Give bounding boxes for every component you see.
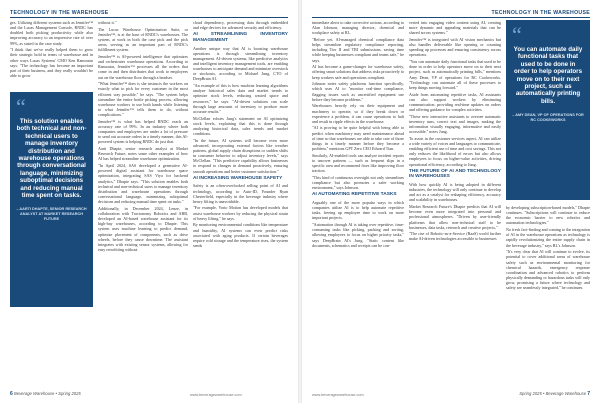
footer-url: www.beveragewarehouse.com — [190, 393, 242, 397]
paragraph: "For example, Vorto Motion has developed models that assist warehouse workers by reducing the physical strain of heavy lifting," he says. — [193, 205, 288, 221]
left-page — [0, 0, 298, 403]
article-column-2 — [98, 20, 188, 392]
paragraph: "It's very clear that AI will continue to evolve, its potential to cover additional areas of warehouse safety such as environmental monitoring for chemical hazards, emergency response coordination and advanced robotics to perform physically demanding or hazardous tasks will only grow, promising a future where technology and safety are seamlessly integrated," he continues. — [506, 249, 590, 291]
paragraph: No fresh fact-finding and coming to the integration of AI in the warehouse operations as technology is rapidly revolutionizing the entire supply chain in the beverage industry," says RL's Johnson. — [506, 227, 590, 248]
paragraph: "The rise of Robotic-as-a-Service (RaaS) world further make AI-driven technologies accessible to businesses — [409, 231, 501, 242]
right-page — [302, 0, 600, 403]
paragraph: by developing subscription-based models," Dhapte continues. "Subscriptions will continue to reduce the economic barrier to new robotics and automation technologies." — [506, 205, 590, 226]
article-column-3 — [193, 20, 288, 392]
paragraph: With how quickly AI is being adopted in different industries, the technology will only continue to develop and act as a catalyst for reshaping efficiency, accuracy and scalability in warehouses. — [409, 181, 501, 203]
header-rule — [312, 17, 590, 18]
pull-quote-attribution: – AMY DEAN, VP OF OPERATIONS FOR RC COOKEWORKS — [512, 113, 584, 122]
page-number: 6 — [10, 391, 13, 397]
paragraph: Aside from automating repetitive tasks, AI assistants can also support workers by eliminating communication, providing real-time updates on orders and offering guidance for complex activities. — [409, 91, 501, 112]
magazine-title: Spring 2025 • Beverage Warehouse — [519, 391, 587, 396]
paragraph: "You can automate daily functional tasks that used to be done in order to help operators move on to their next project, such as automatically printing bills," mentions Amy Dean, VP of operations for RC Cookeworks. "Technology can automate all of these processes to keep things moving forward." — [409, 59, 501, 90]
paragraph: immediate alerts to take corrective actions, according to Alan Johnson, managing director, chemical and workplace safety at RL. — [312, 20, 404, 36]
paragraph: cloud dependency, processing data through embedded and edge devices for advanced security and efficiency. — [193, 20, 288, 31]
paragraph: "This kind of continuous oversight not only streamlines compliance but also promotes a safer working environment," says Johnson. — [312, 174, 404, 191]
section-heading: AI STREAMLINING INVENTORY MANAGEMENT — [193, 32, 288, 43]
section-heading: THE FUTURE OF AI AND TECHNOLOGY IN WAREHOUSES — [409, 168, 501, 180]
running-head: TECHNOLOGY IN THE WAREHOUSE — [10, 10, 109, 16]
paragraph: "In the future, AI systems will become even more advanced, incorporating external factors like weather patterns, global supply chain disruptions or sudden shifts in consumer behavior to adjust inventory levels," says McClellan. "This predictive capability allows businesses to respond to changes in demand proactively, ensuring smooth operations and better customer satisfaction." — [193, 137, 288, 174]
paragraph: "In April 2024, SAS developed a generative AI-powered digital assistant for warehouse space optimization, integrating SAS Viya for backend analytics," Dhapte says. "This solution enables both technical and non-technical users to manage inventory distribution and warehouse operations through conversational language, minimizing suboptimal decisions and reducing manual time spent on tasks." — [98, 163, 188, 205]
article-column-1 — [10, 20, 93, 80]
pull-quote-text: You can automate daily functional tasks that used to be done in order to help operators move on to their next project, such as automatically printing bills. — [513, 46, 583, 105]
paragraph: Safety is an often-overlooked selling point of AI and technology, according to Auto-ID, Founder Ryan Chesterfield, especially in the beverage industry where heavy lifting is unavoidable. — [193, 183, 288, 204]
pull-quote-attribution: – AARTI DHAPTE, SENIOR RESEARCH ANALYST AT MARKET RESEARCH FUTURE — [16, 207, 87, 221]
footer-url: www.beveragewarehouse.com — [312, 393, 364, 397]
paragraph: "These new interactive assistants to oversee automatic inventory runs, correct text and images, making the information visually engaging, informative and easily accessible," notes Jung. — [409, 113, 501, 135]
paragraph: Similarly, AI-enabled tools can analyze incident reports to uncover patterns — such as frequent slips in a specific area and recommend fixes like improving floor traction. — [312, 152, 404, 174]
paragraph: verted into engaging video content using AI, creating more dynamic and appealing materials that can be shared across systems." — [409, 20, 501, 36]
paragraph: "I think that we've really helped them to grow their strategic hold in terms of warehouse and in other ways Lucas Systems' CMO Ken Ramoutar says. "The technology has become an important part of their business, and they really wouldn't be able to grow — [10, 47, 93, 79]
paragraph: "An example of this is how machine learning algorithms analyze historical sales data and market trends to optimize stock levels, reducing wasted space and resources," he says. "AI-driven solutions can scale through large amounts of inventory to produce more accurate results." — [193, 83, 288, 114]
paragraph: Jennifer™ is AI-powered intelligence that optimizes and orchestrates warehouse operations. According to Ramoutar, Jennifer™ processes all the orders that come in and then distributes that work to employees out on the warehouse floor through a headset. — [98, 53, 188, 80]
paragraph: To assist in the customer services aspect, AI can utilize a wide variety of voices and languages to communicate, enabling efficient use of time and cost savings. This not only reduces the likelihood of errors but also allows employees to focus on higher-value activities, driving operational efficiency, according to Jung. — [409, 135, 501, 167]
article-column-1 — [312, 20, 404, 392]
paragraph: Market Research Future's Dhapte predicts that AI will become even more integrated into personal and professional atmospheres. "Driven by user-friendly platforms that allow non-technical staff to be businesses, data tasks, research and creative projects," — [409, 204, 501, 230]
paragraph: Aarti Dhapte, senior research analyst at Market Research Future, notes some other examples of how AI has helped streamline warehouse optimization. — [98, 146, 188, 162]
quote-mark-icon: “ — [16, 94, 26, 119]
quote-mark-icon: “ — [512, 22, 522, 47]
article-column-2 — [409, 20, 501, 392]
paragraph: without it." — [98, 20, 117, 25]
paragraph: McClellan echoes Jung's statement on AI optimizing stock levels, explaining that this is done through analyzing historical data, sales trends and market conditions. — [193, 115, 288, 136]
page-number: 7 — [587, 391, 590, 397]
paragraph: Arguably one of the more popular ways in which companies utilize AI is to help automate repetitive tasks, freeing up employee time to work on more important projects. — [312, 199, 404, 221]
paragraph: The Lucas Warehouse Optimization Suite, or Jennifer™, is at the base of RNDC's warehouses. The system, at work in both the case pick and the pick areas, serving as an important part of RNDC's fulfillment system. — [98, 26, 188, 53]
paragraph: ges. Utilizing different systems such as Jennifer™ and the Lucas Management Console, RNDC has doubled both picking productivity while also improving accuracy to an impressive rate of over 99%, as stated in the case study. — [10, 20, 93, 46]
header-rule — [10, 17, 288, 18]
section-heading: AI INCREASING WAREHOUSE SAFETY — [193, 175, 283, 181]
paragraph: "Before yet, AI-managed chemical compliance data helps streamline regulatory compliance reporting, including Tier II and TRI submissions, saving time while keeping businesses compliant and teams safe," he says. — [312, 36, 404, 63]
paragraph: "AI is proving to be quite helpful with being able to predict when machinery may need maintenance ahead of time so that warehouses are able to take care of those things in a timely manner before they become a problem," mentions GPT Zero CEO Edward Tian. — [312, 125, 404, 152]
paragraph: AI has become a game-changer for warehouse safety, offering smart solutions that address risks proactively to keep workers safe and operations compliant. — [312, 64, 404, 80]
pull-quote-text: This solution enables both technical and non-technical users to manage inventory distribution and warehouse operations through conversational language, minimizing suboptimal decisions and reducing manual time spent on tasks. — [16, 118, 87, 200]
paragraph: Another unique way that AI is boosting warehouse operations is through streamlining inventory management. AI-driven systems, like predictive analytics and intelligent inventory management tools, are enabling warehouses to anticipate demand and minimize overstock or stockouts, according to Michael Jung, CTO of DeepBrain AI. — [193, 45, 288, 82]
paragraph: Jennifer™ is integrated with AI vision mechanics but also handles deliverable like opening or counting speeding up processes and ensuring consistency across operations. — [409, 36, 501, 58]
paragraph: By monitoring environmental conditions like temperature and humidity, AI systems can even predict risks associated with aging products. If certain beverages require cold storage and the temperature rises, the system sends — [193, 222, 288, 249]
magazine-title: Beverage Warehouse • Spring 2025 — [13, 391, 81, 396]
section-heading: AI AUTOMATING REPETITIVE TASKS — [312, 192, 397, 198]
pull-quote — [10, 92, 93, 307]
paragraph: Johnson notes safety platforms function specifically, which uses AI to "monitor real-time compliance, flagging issues such as uncertified equipment use before they become problems." — [312, 81, 404, 102]
paragraph: "Automation through AI is taking over repetitive, time-consuming tasks like picking, packing and sorting, allowing employees to focus on higher priority tasks," says DeepBrain AI's Jung. "Static content like documents, schematics and receipts can be con- — [312, 222, 404, 248]
paragraph: "What Jennifer™ does is she instructs the workers on exactly what to pick for every customer in the most efficient way possible," he says. "The system helps streamline the entire bottle picking process, allowing warehouse workers to use both hands while listening to what Jennifer™ tells them to do, without complications." — [98, 81, 188, 118]
article-column-3 — [506, 205, 590, 390]
running-head: TECHNOLOGY IN THE WAREHOUSE — [491, 10, 590, 16]
paragraph: Jennifer™ is what has helped RNDC reach an accuracy rate of 99%. In an industry where both companies and employees are under a lot of pressure to send out accurate orders in a timely manner, this AI-powered system is helping RNDC do just that. — [98, 118, 188, 145]
page-footer — [519, 391, 590, 397]
page-footer — [10, 391, 81, 397]
paragraph: Warehouses heavily rely on their equipment and machinery to operate, so if they break down or experience a problem, it can cause operations to halt and result in ripple effects in the warehouse. — [312, 103, 404, 124]
paragraph: Additionally, in December 2024, Lenze, in collaboration with Tractonomy Robotics and ABB, developed an AI-based warehouse assistant for its high-bay warehouses, according to Dhapte. This system uses machine learning to predict demand, optimize placement of components, such as drive wheels, before they cause downtime. The assistant integrates with existing sensor systems, allowing for easy retrofitting without — [98, 205, 188, 253]
pull-quote — [506, 20, 590, 200]
